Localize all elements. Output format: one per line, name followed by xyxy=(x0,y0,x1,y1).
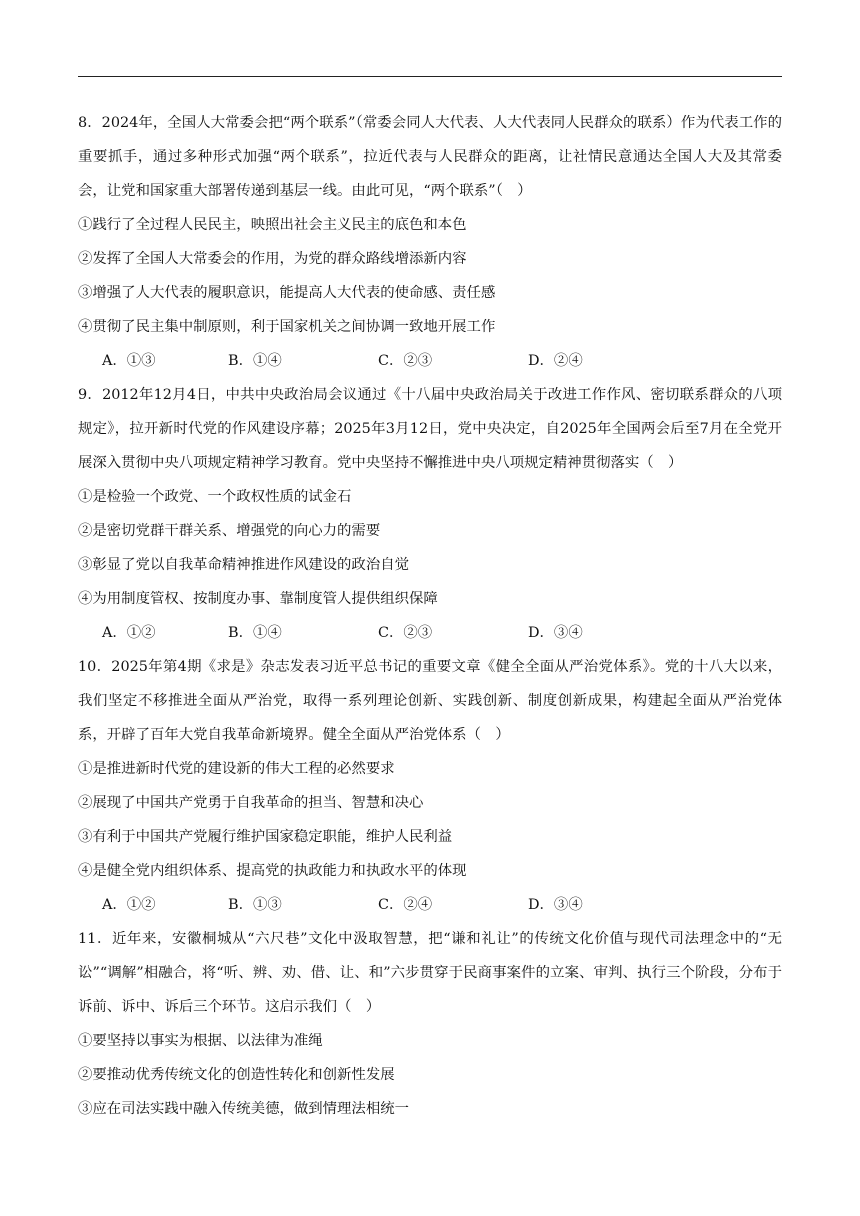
question-stem: 11．近年来，安徽桐城从“六尺巷”文化中汲取智慧，把“谦和礼让”的传统文化价值与现代司法理念中的“无讼”“调解”相融合，将“听、辨、劝、借、让、和”六步贯穿于民商事案件的立案、审判、执行三个阶段，分布于诉前、诉中、诉后三个环节。这启示我们（ ） xyxy=(78,931,782,1015)
answer-choices xyxy=(78,344,782,378)
choice-c: C．②④ xyxy=(378,897,433,913)
statement-3: ③有利于中国共产党履行维护国家稳定职能，维护人民利益 xyxy=(78,829,453,845)
statement-3: ③增强了人大代表的履职意识，能提高人大代表的使命感、责任感 xyxy=(78,285,496,301)
statement-2: ②展现了中国共产党勇于自我革命的担当、智慧和决心 xyxy=(78,795,424,811)
answer-choices xyxy=(78,616,782,650)
choice-a: A．①② xyxy=(102,625,156,641)
question-9 xyxy=(78,378,782,650)
question-stem: 9．2012年12月4日，中共中央政治局会议通过《十八届中央政治局关于改进工作作风、密切联系群众的八项规定》，拉开新时代党的作风建设序幕；2025年3月12日，党中央决定，自2025年全国两会后至7月在全党开展深入贯彻中央八项规定精神学习教育。党中央坚持不懈推进中央八项规定精神贯彻落实（ ） xyxy=(78,387,782,471)
choice-a: A．①③ xyxy=(102,353,156,369)
statement-3: ③应在司法实践中融入传统美德，做到情理法相统一 xyxy=(78,1101,409,1117)
choice-c: C．②③ xyxy=(378,353,433,369)
statement-4: ④贯彻了民主集中制原则，利于国家机关之间协调一致地开展工作 xyxy=(78,319,496,335)
choice-a: A．①② xyxy=(102,897,156,913)
choice-b: B．①④ xyxy=(228,625,282,641)
choice-b: B．①③ xyxy=(228,897,282,913)
statement-1: ①要坚持以事实为根据、以法律为准绳 xyxy=(78,1033,323,1049)
choice-d: D．③④ xyxy=(528,625,583,641)
answer-choices xyxy=(78,888,782,922)
choice-c: C．②③ xyxy=(378,625,433,641)
question-10 xyxy=(78,650,782,922)
statement-2: ②要推动优秀传统文化的创造性转化和创新性发展 xyxy=(78,1067,395,1083)
choice-d: D．③④ xyxy=(528,897,583,913)
header-rule xyxy=(78,76,782,77)
question-11 xyxy=(78,922,782,1126)
statement-3: ③彰显了党以自我革命精神推进作风建设的政治自觉 xyxy=(78,557,409,573)
choice-b: B．①④ xyxy=(228,353,282,369)
statement-4: ④为用制度管权、按制度办事、靠制度管人提供组织保障 xyxy=(78,591,438,607)
question-8 xyxy=(78,106,782,378)
question-stem: 10．2025年第4期《求是》杂志发表习近平总书记的重要文章《健全全面从严治党体系》。党的十八大以来，我们坚定不移推进全面从严治党，取得一系列理论创新、实践创新、制度创新成果，构建起全面从严治党体系，开辟了百年大党自我革命新境界。健全全面从严治党体系（ ） xyxy=(78,659,782,743)
question-stem: 8．2024年，全国人大常委会把“两个联系”（常委会同人大代表、人大代表同人民群众的联系）作为代表工作的重要抓手，通过多种形式加强“两个联系”，拉近代表与人民群众的距离，让社情民意通达全国人大及其常委会，让党和国家重大部署传递到基层一线。由此可见，“两个联系”（ ） xyxy=(78,115,782,199)
statement-1: ①是检验一个政党、一个政权性质的试金石 xyxy=(78,489,352,505)
statement-2: ②发挥了全国人大常委会的作用，为党的群众路线增添新内容 xyxy=(78,251,467,267)
choice-d: D．②④ xyxy=(528,353,583,369)
statement-1: ①践行了全过程人民民主，映照出社会主义民主的底色和本色 xyxy=(78,217,467,233)
statement-4: ④是健全党内组织体系、提高党的执政能力和执政水平的体现 xyxy=(78,863,467,879)
statement-2: ②是密切党群干群关系、增强党的向心力的需要 xyxy=(78,523,381,539)
statement-1: ①是推进新时代党的建设新的伟大工程的必然要求 xyxy=(78,761,395,777)
question-list xyxy=(78,106,782,1126)
